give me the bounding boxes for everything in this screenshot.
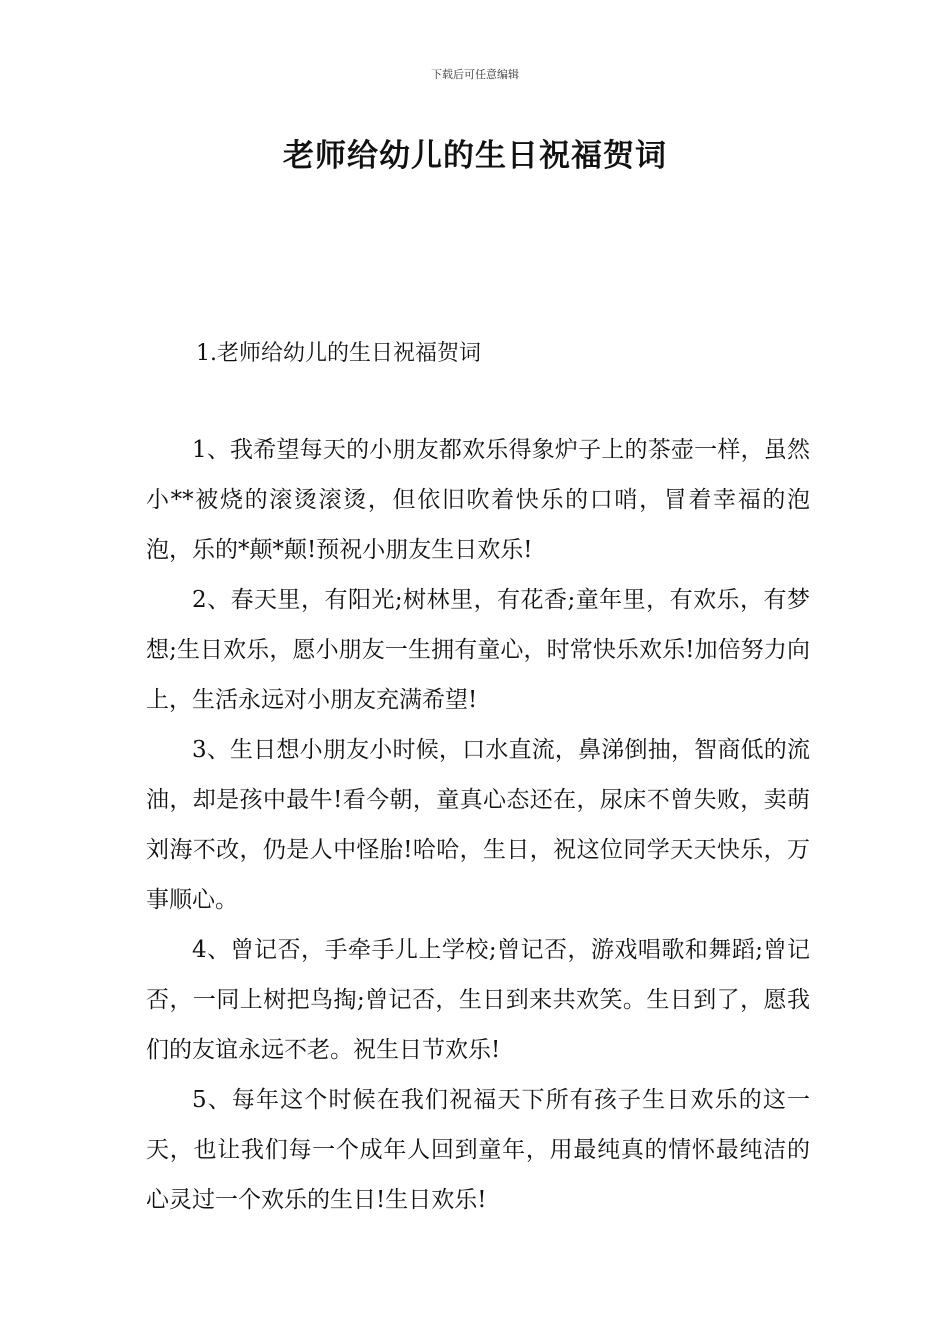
section-heading: 1.老师给幼儿的生日祝福贺词 [196,341,481,366]
paragraph: 1、我希望每天的小朋友都欢乐得象炉子上的茶壶一样，虽然小**被烧的滚烫滚烫，但依旧吹着快乐的口哨，冒着幸福的泡泡，乐的*颠*颠!预祝小朋友生日欢乐! [146,437,810,563]
paragraph: 3、生日想小朋友小时候，口水直流，鼻涕倒抽，智商低的流油，却是孩中最牛!看今朝，童真心态还在，尿床不曾失败，卖萌刘海不改，仍是人中怪胎!哈哈，生日，祝这位同学天天快乐，万事顺心。 [146,737,810,913]
paragraph: 4、曾记否，手牵手儿上学校;曾记否，游戏唱歌和舞蹈;曾记否，一同上树把鸟掏;曾记否，生日到来共欢笑。生日到了，愿我们的友谊永远不老。祝生日节欢乐! [146,937,810,1063]
body-text [146,425,810,1225]
document-title: 老师给幼儿的生日祝福贺词 [283,138,667,174]
paragraph: 2、春天里，有阳光;树林里，有花香;童年里，有欢乐，有梦想;生日欢乐，愿小朋友一生拥有童心，时常快乐欢乐!加倍努力向上，生活永远对小朋友充满希望! [146,587,810,713]
header-note: 下载后可任意编辑 [431,68,519,81]
paragraph: 5、每年这个时候在我们祝福天下所有孩子生日欢乐的这一天，也让我们每一个成年人回到童年，用最纯真的情怀最纯洁的心灵过一个欢乐的生日!生日欢乐! [146,1087,810,1213]
